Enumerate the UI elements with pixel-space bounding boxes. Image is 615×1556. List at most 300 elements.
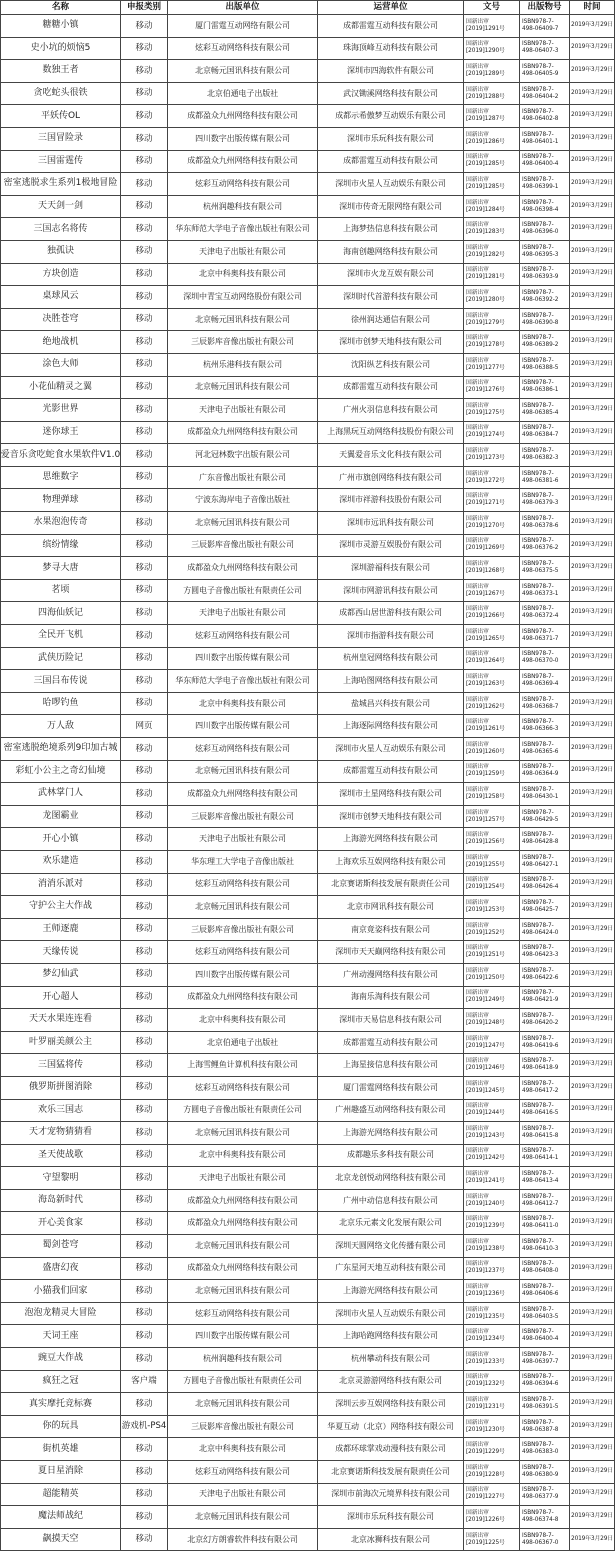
publisher-cell: 三辰影库音像出版社有限公司 xyxy=(168,919,318,942)
isbn-cell xyxy=(520,286,570,309)
isbn-number: 498-06422-6 xyxy=(522,974,559,981)
isbn-number: 498-06400-4 xyxy=(522,161,559,168)
game-name-cell: 超能精英 xyxy=(1,1484,121,1507)
publisher-cell: 北京畅元国讯科技有限公司 xyxy=(168,377,318,400)
approval-prefix: 国新出审 xyxy=(466,1148,489,1155)
isbn-number: 498-06421-9 xyxy=(522,997,559,1004)
publisher-cell: 方圆电子音像出版社有限责任公司 xyxy=(168,580,318,603)
operator-cell: 上海黑玩互动网络科技股份有限公司 xyxy=(318,422,464,445)
approval-number: [2019]1245号 xyxy=(466,1087,505,1094)
approval-prefix: 国新出审 xyxy=(466,651,489,658)
publisher-cell: 成都盈众九州网络科技有限公司 xyxy=(168,422,318,445)
approval-number: [2019]1267号 xyxy=(466,590,505,597)
approval-number: [2019]1274号 xyxy=(466,432,505,439)
table-row xyxy=(1,444,615,467)
publisher-cell: 炫彩互动网络科技有限公司 xyxy=(168,1077,318,1100)
approval-prefix: 国新出审 xyxy=(466,493,489,500)
table-row xyxy=(1,105,615,128)
table-row xyxy=(1,60,615,83)
category-cell: 移动 xyxy=(121,761,168,784)
isbn-cell xyxy=(520,941,570,964)
table-row xyxy=(1,987,615,1010)
approval-number: [2019]1232号 xyxy=(466,1381,505,1388)
table-body xyxy=(1,15,615,1551)
date-cell: 2019年3月29日 xyxy=(570,896,615,919)
publisher-cell: 天津电子出版社有限公司 xyxy=(168,1167,318,1190)
game-name-cell: 密室逃脱求生系列1极地冒险 xyxy=(1,173,121,196)
operator-cell: 深圳市四海软件有限公司 xyxy=(318,60,464,83)
approval-number-cell xyxy=(464,806,520,829)
isbn-prefix: ISBN978-7- xyxy=(522,199,554,206)
isbn-number: 498-06419-6 xyxy=(522,1042,559,1049)
approval-number: [2019]1250号 xyxy=(466,974,505,981)
approval-number-cell xyxy=(464,377,520,400)
game-name-cell: 开心美食家 xyxy=(1,1212,121,1235)
isbn-prefix: ISBN978-7- xyxy=(522,854,554,861)
isbn-prefix: ISBN978-7- xyxy=(522,63,554,70)
table-row xyxy=(1,1529,615,1552)
game-name-cell: 魔法师战纪 xyxy=(1,1506,121,1529)
publisher-cell: 天津电子出版社有限公司 xyxy=(168,1484,318,1507)
approval-number-cell xyxy=(464,1190,520,1213)
approval-number-cell xyxy=(464,1506,520,1529)
game-name-cell: 爱音乐贪吃蛇食水果软件V1.0 xyxy=(1,444,121,467)
publisher-cell: 成都盈众九州网络科技有限公司 xyxy=(168,105,318,128)
date-cell: 2019年3月29日 xyxy=(570,715,615,738)
game-name-cell: 糖糖小镇 xyxy=(1,15,121,38)
date-cell: 2019年3月29日 xyxy=(570,851,615,874)
category-cell: 移动 xyxy=(121,1461,168,1484)
isbn-number: 498-06374-8 xyxy=(522,1516,559,1523)
category-cell: 移动 xyxy=(121,1054,168,1077)
publisher-cell: 方圆电子音像出版社有限责任公司 xyxy=(168,1371,318,1394)
game-name-cell: 绝地战机 xyxy=(1,331,121,354)
table-row xyxy=(1,15,615,38)
isbn-prefix: ISBN978-7- xyxy=(522,1374,554,1381)
approval-number: [2019]1263号 xyxy=(466,681,505,688)
approval-number: [2019]1240号 xyxy=(466,1200,505,1207)
publisher-cell: 广东音像出版社有限公司 xyxy=(168,467,318,490)
isbn-prefix: ISBN978-7- xyxy=(522,1351,554,1358)
table-row xyxy=(1,1438,615,1461)
isbn-number: 498-06394-6 xyxy=(522,1381,559,1388)
operator-cell: 北京灵游游网络科技有限公司 xyxy=(318,1371,464,1394)
operator-cell: 深圳市祥游科技股份有限公司 xyxy=(318,489,464,512)
game-name-cell: 迷你球王 xyxy=(1,422,121,445)
isbn-number: 498-06417-2 xyxy=(522,1087,559,1094)
isbn-number: 498-06416-5 xyxy=(522,1110,559,1117)
approval-prefix: 国新出审 xyxy=(466,131,489,138)
approval-prefix: 国新出审 xyxy=(466,1329,489,1336)
approval-number-cell xyxy=(464,1167,520,1190)
isbn-cell xyxy=(520,196,570,219)
date-cell: 2019年3月29日 xyxy=(570,1529,615,1552)
isbn-prefix: ISBN978-7- xyxy=(522,176,554,183)
date-cell: 2019年3月29日 xyxy=(570,941,615,964)
operator-cell: 深圳时代首游科技有限公司 xyxy=(318,286,464,309)
category-cell: 移动 xyxy=(121,1122,168,1145)
publisher-cell: 三辰影库音像出版社有限公司 xyxy=(168,331,318,354)
isbn-cell xyxy=(520,648,570,671)
isbn-cell xyxy=(520,987,570,1010)
date-cell: 2019年3月29日 xyxy=(570,602,615,625)
approval-prefix: 国新出审 xyxy=(466,1284,489,1291)
category-cell: 客户端 xyxy=(121,1371,168,1394)
operator-cell: 深圳市创梦天地科技有限公司 xyxy=(318,806,464,829)
approval-number: [2019]1261号 xyxy=(466,726,505,733)
approval-prefix: 国新出审 xyxy=(466,41,489,48)
table-row xyxy=(1,1167,615,1190)
operator-cell: 广州火羽信息科技有限公司 xyxy=(318,399,464,422)
operator-cell: 深圳市天易信息科技有限公司 xyxy=(318,1009,464,1032)
isbn-prefix: ISBN978-7- xyxy=(522,109,554,116)
table-row xyxy=(1,1009,615,1032)
approval-prefix: 国新出审 xyxy=(466,990,489,997)
publisher-cell: 四川数字出版传媒有限公司 xyxy=(168,1325,318,1348)
game-name-cell: 四海仙妖记 xyxy=(1,602,121,625)
date-cell: 2019年3月29日 xyxy=(570,60,615,83)
game-name-cell: 平妖传OL xyxy=(1,105,121,128)
approval-prefix: 国新出审 xyxy=(466,244,489,251)
isbn-number: 498-06398-4 xyxy=(522,206,559,213)
game-name-cell: 天词王座 xyxy=(1,1325,121,1348)
approval-prefix: 国新出审 xyxy=(466,402,489,409)
table-row xyxy=(1,1393,615,1416)
isbn-prefix: ISBN978-7- xyxy=(522,945,554,952)
isbn-cell xyxy=(520,1100,570,1123)
approval-prefix: 国新出审 xyxy=(466,154,489,161)
table-row xyxy=(1,1190,615,1213)
isbn-cell xyxy=(520,783,570,806)
isbn-cell xyxy=(520,1077,570,1100)
operator-cell: 天翼爱音乐文化科技有限公司 xyxy=(318,444,464,467)
isbn-number: 498-06393-9 xyxy=(522,274,559,281)
operator-cell: 成都趣乐多科技有限公司 xyxy=(318,1145,464,1168)
isbn-cell xyxy=(520,218,570,241)
approval-number-cell xyxy=(464,1077,520,1100)
category-cell: 移动 xyxy=(121,1280,168,1303)
table-row xyxy=(1,467,615,490)
isbn-prefix: ISBN978-7- xyxy=(522,470,554,477)
isbn-prefix: ISBN978-7- xyxy=(522,1080,554,1087)
isbn-number: 498-06412-7 xyxy=(522,1200,559,1207)
table-row xyxy=(1,919,615,942)
approval-prefix: 国新出审 xyxy=(466,1238,489,1245)
game-name-cell: 三国雷霆传 xyxy=(1,151,121,174)
isbn-cell xyxy=(520,535,570,558)
approval-number-cell xyxy=(464,1303,520,1326)
publisher-cell: 天津电子出版社有限公司 xyxy=(168,602,318,625)
date-cell: 2019年3月29日 xyxy=(570,1054,615,1077)
isbn-prefix: ISBN978-7- xyxy=(522,1216,554,1223)
publisher-cell: 华东师范大学电子音像出版社有限公司 xyxy=(168,218,318,241)
approval-number-cell xyxy=(464,625,520,648)
isbn-cell xyxy=(520,467,570,490)
operator-cell: 北京冰狮科技有限公司 xyxy=(318,1529,464,1552)
approval-number-cell xyxy=(464,1348,520,1371)
operator-cell: 海南乐淘科技有限公司 xyxy=(318,987,464,1010)
isbn-cell xyxy=(520,1438,570,1461)
operator-cell: 北京龙创悦动网络科技有限公司 xyxy=(318,1167,464,1190)
approval-number: [2019]1281号 xyxy=(466,274,505,281)
approval-number-cell xyxy=(464,331,520,354)
date-cell: 2019年3月29日 xyxy=(570,1122,615,1145)
table-row xyxy=(1,196,615,219)
category-cell: 移动 xyxy=(121,1145,168,1168)
approval-number: [2019]1254号 xyxy=(466,884,505,891)
isbn-number: 498-06401-1 xyxy=(522,138,559,145)
isbn-cell xyxy=(520,738,570,761)
approval-number-cell xyxy=(464,851,520,874)
category-cell: 移动 xyxy=(121,535,168,558)
approval-number-cell xyxy=(464,218,520,241)
approval-number: [2019]1283号 xyxy=(466,229,505,236)
approval-prefix: 国新出审 xyxy=(466,1080,489,1087)
isbn-number: 498-06375-5 xyxy=(522,568,559,575)
isbn-number: 498-06378-6 xyxy=(522,522,559,529)
game-name-cell: 真实摩托竞标赛 xyxy=(1,1393,121,1416)
isbn-number: 498-06365-6 xyxy=(522,748,559,755)
publisher-cell: 深圳中青宝互动网络股份有限公司 xyxy=(168,286,318,309)
game-name-cell: 独孤诀 xyxy=(1,241,121,264)
approval-number-cell xyxy=(464,15,520,38)
approval-number-cell xyxy=(464,1212,520,1235)
category-cell: 移动 xyxy=(121,1167,168,1190)
isbn-prefix: ISBN978-7- xyxy=(522,1058,554,1065)
game-name-cell: 海岛新时代 xyxy=(1,1190,121,1213)
isbn-number: 498-06415-8 xyxy=(522,1132,559,1139)
game-name-cell: 桌球风云 xyxy=(1,286,121,309)
isbn-prefix: ISBN978-7- xyxy=(522,335,554,342)
operator-cell: 上海哈跑网络科技有限公司 xyxy=(318,1325,464,1348)
operator-cell: 北京赛诺斯科技发展有限责任公司 xyxy=(318,874,464,897)
approval-prefix: 国新出审 xyxy=(466,109,489,116)
game-name-cell: 蜀剑苍穹 xyxy=(1,1235,121,1258)
approval-number: [2019]1236号 xyxy=(466,1291,505,1298)
publisher-cell: 方圆电子音像出版社有限责任公司 xyxy=(168,1100,318,1123)
publisher-cell: 北京中科奥科技有限公司 xyxy=(168,1009,318,1032)
publisher-cell: 炫彩互动网络科技有限公司 xyxy=(168,38,318,61)
approval-number: [2019]1249号 xyxy=(466,997,505,1004)
date-cell: 2019年3月29日 xyxy=(570,218,615,241)
isbn-prefix: ISBN978-7- xyxy=(522,1532,554,1539)
date-cell: 2019年3月29日 xyxy=(570,331,615,354)
game-name-cell: 彩虹小公主之奇幻仙境 xyxy=(1,761,121,784)
isbn-number: 498-06392-2 xyxy=(522,296,559,303)
category-cell: 移动 xyxy=(121,1484,168,1507)
table-row xyxy=(1,1506,615,1529)
game-name-cell: 小猫我们回家 xyxy=(1,1280,121,1303)
approval-prefix: 国新出审 xyxy=(466,1532,489,1539)
table-row xyxy=(1,1258,615,1281)
approval-number: [2019]1278号 xyxy=(466,342,505,349)
publisher-cell: 四川数字出版传媒有限公司 xyxy=(168,648,318,671)
isbn-prefix: ISBN978-7- xyxy=(522,1442,554,1449)
date-cell: 2019年3月29日 xyxy=(570,1416,615,1439)
approval-number-cell xyxy=(464,444,520,467)
header-doc-no: 文号 xyxy=(464,1,520,15)
date-cell: 2019年3月29日 xyxy=(570,987,615,1010)
isbn-prefix: ISBN978-7- xyxy=(522,786,554,793)
category-cell: 移动 xyxy=(121,1100,168,1123)
publisher-cell: 北京畅元国讯科技有限公司 xyxy=(168,1235,318,1258)
operator-cell: 广州趣盛互动网络科技有限公司 xyxy=(318,1100,464,1123)
date-cell: 2019年3月29日 xyxy=(570,783,615,806)
approval-number: [2019]1235号 xyxy=(466,1313,505,1320)
approval-number: [2019]1264号 xyxy=(466,658,505,665)
approval-prefix: 国新出审 xyxy=(466,1035,489,1042)
publisher-cell: 三辰影库音像出版社有限公司 xyxy=(168,535,318,558)
approval-prefix: 国新出审 xyxy=(466,719,489,726)
publisher-cell: 成都盈众九州网络科技有限公司 xyxy=(168,557,318,580)
operator-cell: 深圳市网游讯科技有限公司 xyxy=(318,580,464,603)
isbn-cell xyxy=(520,1054,570,1077)
category-cell: 网页 xyxy=(121,715,168,738)
isbn-cell xyxy=(520,1303,570,1326)
game-name-cell: 小花仙精灵之翼 xyxy=(1,377,121,400)
approval-number: [2019]1290号 xyxy=(466,48,505,55)
isbn-cell xyxy=(520,1009,570,1032)
category-cell: 移动 xyxy=(121,941,168,964)
isbn-prefix: ISBN978-7- xyxy=(522,154,554,161)
isbn-prefix: ISBN978-7- xyxy=(522,922,554,929)
approval-prefix: 国新出审 xyxy=(466,1306,489,1313)
date-cell: 2019年3月29日 xyxy=(570,738,615,761)
approval-number-cell xyxy=(464,286,520,309)
isbn-cell xyxy=(520,1145,570,1168)
date-cell: 2019年3月29日 xyxy=(570,1461,615,1484)
isbn-prefix: ISBN978-7- xyxy=(522,448,554,455)
publisher-cell: 华东理工大学电子音像出版社 xyxy=(168,851,318,874)
category-cell: 移动 xyxy=(121,1438,168,1461)
operator-cell: 深圳市乐玩科技有限公司 xyxy=(318,1506,464,1529)
date-cell: 2019年3月29日 xyxy=(570,83,615,106)
operator-cell: 成都雷霆互动科技有限公司 xyxy=(318,761,464,784)
operator-cell: 北京乐元素文化发展有限公司 xyxy=(318,1212,464,1235)
operator-cell: 深圳市前海次元境界科技有限公司 xyxy=(318,1484,464,1507)
approval-number: [2019]1231号 xyxy=(466,1404,505,1411)
isbn-cell xyxy=(520,1235,570,1258)
date-cell: 2019年3月29日 xyxy=(570,489,615,512)
table-row xyxy=(1,535,615,558)
isbn-number: 498-06388-5 xyxy=(522,364,559,371)
category-cell: 移动 xyxy=(121,1235,168,1258)
category-cell: 移动 xyxy=(121,670,168,693)
operator-cell: 成都雷霆互动科技有限公司 xyxy=(318,1032,464,1055)
isbn-prefix: ISBN978-7- xyxy=(522,18,554,25)
isbn-number: 498-06371-7 xyxy=(522,635,559,642)
approval-number: [2019]1239号 xyxy=(466,1223,505,1230)
approval-number-cell xyxy=(464,105,520,128)
isbn-prefix: ISBN978-7- xyxy=(522,628,554,635)
table-row xyxy=(1,670,615,693)
isbn-cell xyxy=(520,580,570,603)
isbn-prefix: ISBN978-7- xyxy=(522,493,554,500)
game-name-cell: 豌豆大作战 xyxy=(1,1348,121,1371)
approval-number: [2019]1251号 xyxy=(466,952,505,959)
isbn-cell xyxy=(520,422,570,445)
approval-number-cell xyxy=(464,670,520,693)
isbn-number: 498-06391-5 xyxy=(522,1404,559,1411)
publisher-cell: 北京畅元国讯科技有限公司 xyxy=(168,896,318,919)
approval-number: [2019]1255号 xyxy=(466,861,505,868)
operator-cell: 沈阳纵艺科技有限公司 xyxy=(318,354,464,377)
approval-number: [2019]1225号 xyxy=(466,1539,505,1546)
category-cell: 移动 xyxy=(121,241,168,264)
table-row xyxy=(1,354,615,377)
date-cell: 2019年3月29日 xyxy=(570,377,615,400)
table-row xyxy=(1,1100,615,1123)
isbn-number: 498-06377-9 xyxy=(522,1494,559,1501)
publisher-cell: 北京畅元国讯科技有限公司 xyxy=(168,60,318,83)
date-cell: 2019年3月29日 xyxy=(570,1167,615,1190)
isbn-prefix: ISBN978-7- xyxy=(522,41,554,48)
game-name-cell: 欢乐建造 xyxy=(1,851,121,874)
publisher-cell: 北京畅元国讯科技有限公司 xyxy=(168,1506,318,1529)
approval-prefix: 国新出审 xyxy=(466,674,489,681)
date-cell: 2019年3月29日 xyxy=(570,38,615,61)
publisher-cell: 炫彩互动网络科技有限公司 xyxy=(168,1461,318,1484)
operator-cell: 杭州攀动科技有限公司 xyxy=(318,1348,464,1371)
category-cell: 移动 xyxy=(121,964,168,987)
isbn-prefix: ISBN978-7- xyxy=(522,244,554,251)
date-cell: 2019年3月29日 xyxy=(570,399,615,422)
approval-number: [2019]1262号 xyxy=(466,703,505,710)
isbn-prefix: ISBN978-7- xyxy=(522,1103,554,1110)
isbn-prefix: ISBN978-7- xyxy=(522,1171,554,1178)
isbn-number: 498-06400-4 xyxy=(522,1336,559,1343)
isbn-prefix: ISBN978-7- xyxy=(522,1509,554,1516)
isbn-cell xyxy=(520,1167,570,1190)
approval-number-cell xyxy=(464,648,520,671)
isbn-cell xyxy=(520,1190,570,1213)
category-cell: 移动 xyxy=(121,286,168,309)
isbn-number: 498-06389-2 xyxy=(522,342,559,349)
isbn-cell xyxy=(520,919,570,942)
table-row xyxy=(1,1484,615,1507)
approval-number: [2019]1257号 xyxy=(466,816,505,823)
category-cell: 移动 xyxy=(121,828,168,851)
isbn-cell xyxy=(520,1529,570,1552)
isbn-number: 498-06382-3 xyxy=(522,455,559,462)
isbn-prefix: ISBN978-7- xyxy=(522,741,554,748)
isbn-prefix: ISBN978-7- xyxy=(522,674,554,681)
header-date: 时间 xyxy=(570,1,615,15)
table-row xyxy=(1,512,615,535)
approval-number-cell xyxy=(464,693,520,716)
isbn-cell xyxy=(520,173,570,196)
category-cell: 移动 xyxy=(121,580,168,603)
operator-cell: 上海逐际网络科技有限公司 xyxy=(318,715,464,738)
approval-number: [2019]1230号 xyxy=(466,1426,505,1433)
approval-prefix: 国新出审 xyxy=(466,1012,489,1019)
publisher-cell: 北京中科奥科技有限公司 xyxy=(168,264,318,287)
approval-prefix: 国新出审 xyxy=(466,967,489,974)
approval-prefix: 国新出审 xyxy=(466,335,489,342)
category-cell: 移动 xyxy=(121,625,168,648)
isbn-prefix: ISBN978-7- xyxy=(522,312,554,319)
approval-prefix: 国新出审 xyxy=(466,809,489,816)
operator-cell: 深圳市指游科技有限公司 xyxy=(318,625,464,648)
approval-number-cell xyxy=(464,1100,520,1123)
approval-number-cell xyxy=(464,602,520,625)
date-cell: 2019年3月29日 xyxy=(570,1077,615,1100)
publisher-cell: 宁波东海岸电子音像出版社 xyxy=(168,489,318,512)
category-cell: 移动 xyxy=(121,1393,168,1416)
isbn-prefix: ISBN978-7- xyxy=(522,1193,554,1200)
date-cell: 2019年3月29日 xyxy=(570,1032,615,1055)
approval-prefix: 国新出审 xyxy=(466,222,489,229)
